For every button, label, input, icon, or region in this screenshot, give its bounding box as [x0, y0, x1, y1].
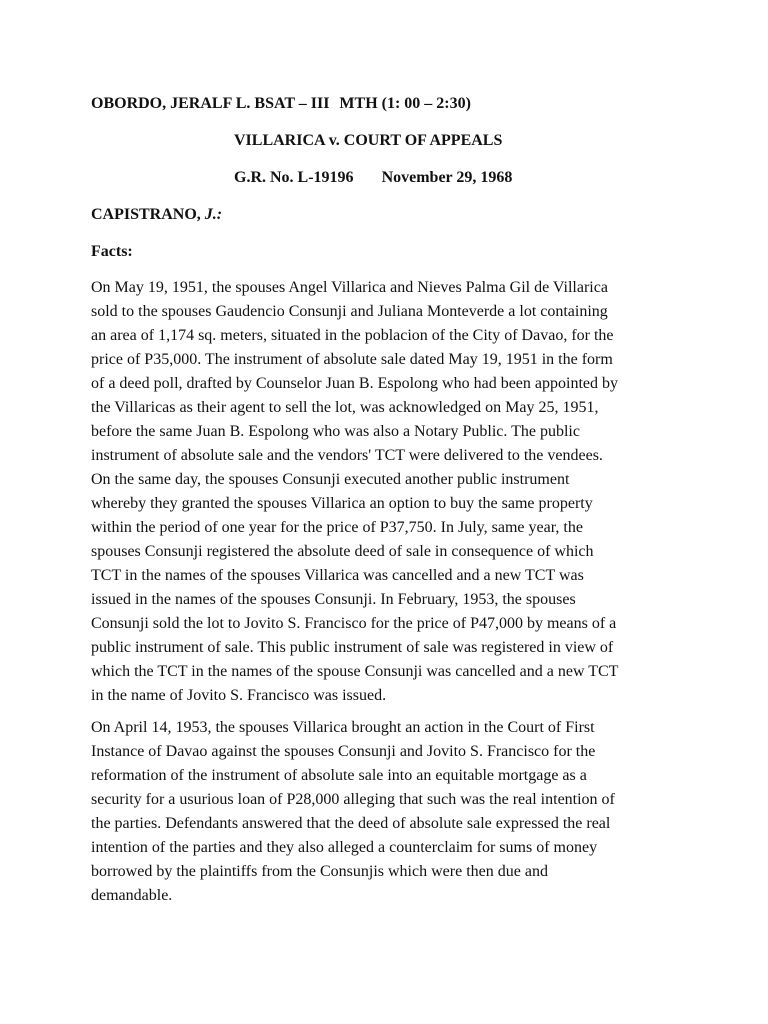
paragraph-line: On the same day, the spouses Consunji executed another public instrument: [91, 471, 570, 488]
paragraph-line: price of P35,000. The instrument of absolute sale dated May 19, 1951 in the form: [91, 351, 613, 368]
paragraph-line: spouses Consunji registered the absolute deed of sale in consequence of which: [91, 543, 594, 560]
facts-heading: Facts:: [91, 243, 133, 260]
case-title: VILLARICA v. COURT OF APPEALS: [234, 132, 503, 149]
ponente-suffix: J.:: [204, 206, 223, 223]
paragraph-line: demandable.: [91, 887, 173, 904]
paragraph-line: which the TCT in the names of the spouse Consunji was cancelled and a new TCT: [91, 663, 619, 680]
paragraph-line: intention of the parties and they also alleged a counterclaim for sums of money: [91, 839, 598, 856]
ponente: [91, 205, 222, 225]
ponente-name: CAPISTRANO,: [91, 206, 201, 223]
paragraph-line: security for a usurious loan of P28,000 alleging that such was the real intention of: [91, 791, 615, 808]
gr-number: G.R. No. L-19196: [234, 169, 354, 186]
paragraph-line: On April 14, 1953, the spouses Villarica brought an action in the Court of First: [91, 719, 595, 736]
facts-paragraph-1: [91, 276, 691, 708]
paragraph-line: public instrument of sale. This public instrument of sale was registered in view of: [91, 639, 614, 656]
facts-paragraph-2: [91, 716, 691, 908]
paragraph-line: the Villaricas as their agent to sell the lot, was acknowledged on May 25, 1951,: [91, 399, 599, 416]
paragraph-line: reformation of the instrument of absolute sale into an equitable mortgage as a: [91, 767, 587, 784]
paragraph-line: Instance of Davao against the spouses Consunji and Jovito S. Francisco for the: [91, 743, 596, 760]
author-header: [91, 94, 471, 114]
class-schedule: MTH (1: 00 – 2:30): [339, 95, 471, 112]
paragraph-line: in the name of Jovito S. Francisco was issued.: [91, 687, 387, 704]
paragraph-line: issued in the names of the spouses Consunji. In February, 1953, the spouses: [91, 591, 576, 608]
paragraph-line: an area of 1,174 sq. meters, situated in the poblacion of the City of Davao, for the: [91, 327, 614, 344]
author-name: OBORDO, JERALF L. BSAT – III: [91, 95, 330, 112]
paragraph-line: of a deed poll, drafted by Counselor Juan B. Espolong who had been appointed by: [91, 375, 618, 392]
paragraph-line: borrowed by the plaintiffs from the Consunjis which were then due and: [91, 863, 548, 880]
paragraph-line: TCT in the names of the spouses Villarica was cancelled and a new TCT was: [91, 567, 584, 584]
paragraph-line: Consunji sold the lot to Jovito S. Francisco for the price of P47,000 by means of a: [91, 615, 617, 632]
paragraph-line: whereby they granted the spouses Villarica an option to buy the same property: [91, 495, 593, 512]
paragraph-line: On May 19, 1951, the spouses Angel Villarica and Nieves Palma Gil de Villarica: [91, 279, 608, 296]
paragraph-line: before the same Juan B. Espolong who was also a Notary Public. The public: [91, 423, 580, 440]
paragraph-line: within the period of one year for the price of P37,750. In July, same year, the: [91, 519, 583, 536]
decision-date: November 29, 1968: [381, 169, 513, 186]
case-citation: [234, 168, 512, 188]
paragraph-line: sold to the spouses Gaudencio Consunji and Juliana Monteverde a lot containing: [91, 303, 608, 320]
paragraph-line: the parties. Defendants answered that the deed of absolute sale expressed the real: [91, 815, 611, 832]
paragraph-line: instrument of absolute sale and the vendors' TCT were delivered to the vendees.: [91, 447, 603, 464]
